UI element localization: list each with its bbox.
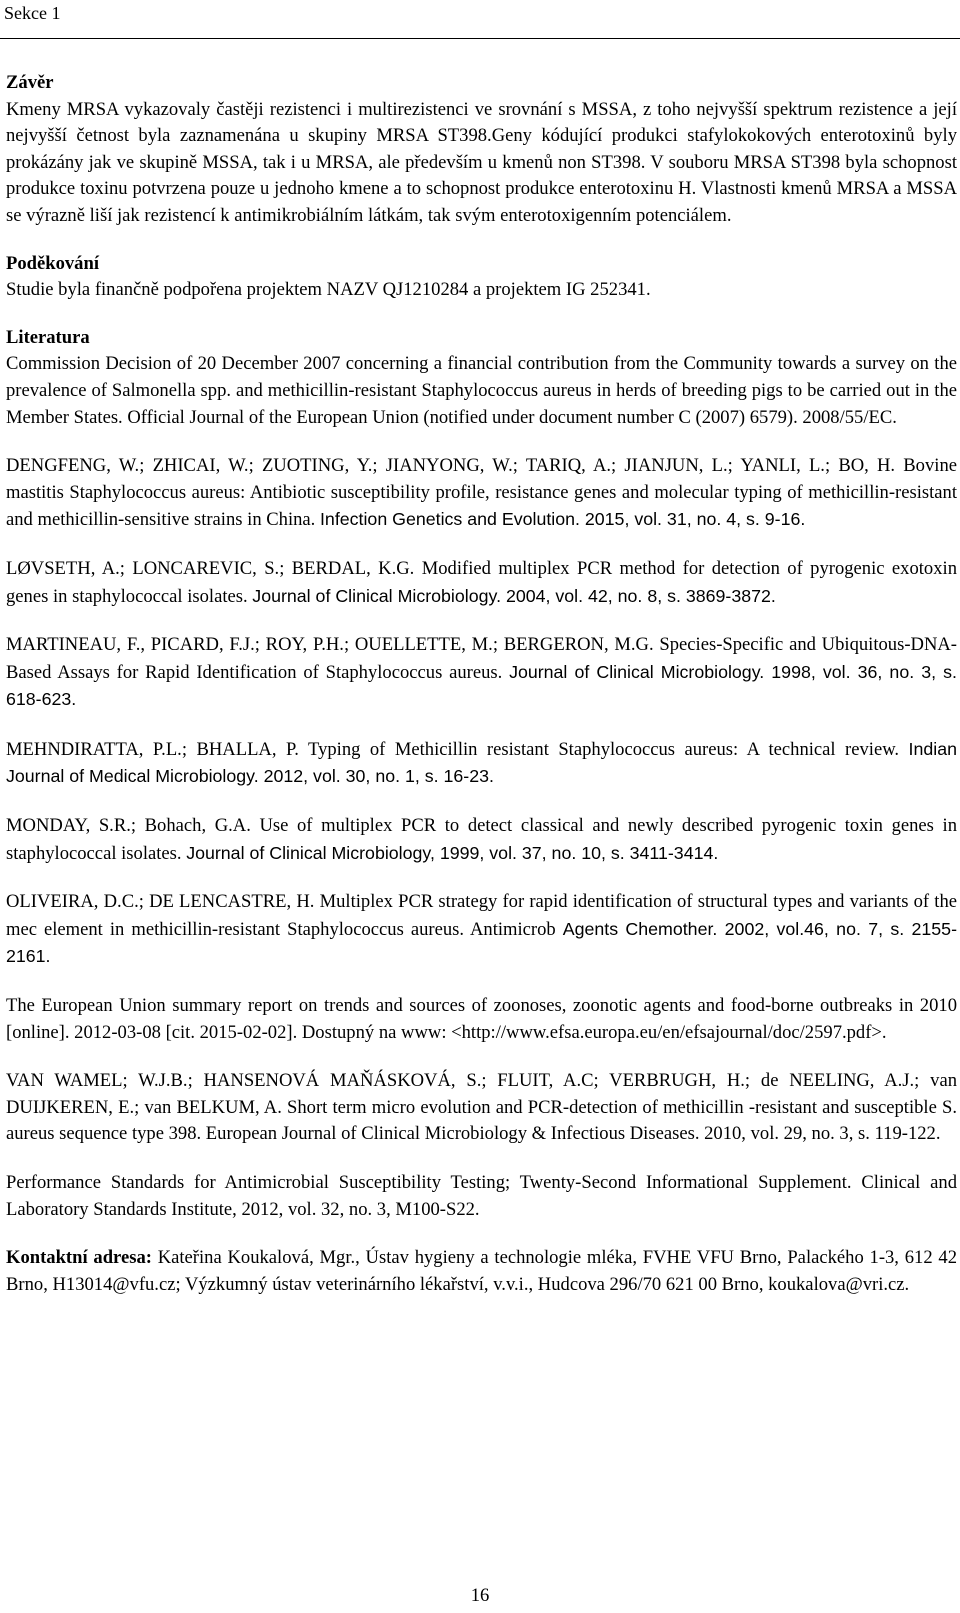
reference-text: LØVSETH, A.; LONCAREVIC, S.; BERDAL, K.G. Modified multiplex PCR method for detection of pyrogenic exotoxin genes in staphylococcal isolates. [6, 557, 957, 607]
page-number: 16 [470, 1585, 490, 1606]
contact-text: Kateřina Koukalová, Mgr., Ústav hygieny a technologie mléka, FVHE VFU Brno, Palackého 1-3, 612 42 Brno, H13014@vfu.cz; Výzkumný ústav veterinárního lékařství, v.v.i., Hudcova 296/70 621 00 Brno, koukalova@vri.cz. [6, 1247, 957, 1295]
section-label: Sekce 1 [4, 3, 61, 23]
document-body [6, 70, 957, 1317]
reference-item [6, 736, 957, 791]
reference-text: MEHNDIRATTA, P.L.; BHALLA, P. Typing of Methicillin resistant Staphylococcus aureus: A technical review. [6, 738, 909, 760]
reference-source: Indian Journal of Medical Microbiology. 2012, vol. 30, no. 1, s. 16-23. [6, 738, 957, 787]
reference-item [6, 1170, 957, 1223]
reference-item [6, 813, 957, 867]
reference-source: Journal of Clinical Microbiology. 2004, vol. 42, no. 8, s. 3869-3872. [252, 585, 776, 606]
acknowledgement-text: Studie byla finančně podpořena projektem NAZV QJ1210284 a projektem IG 252341. [6, 279, 651, 301]
conclusion-heading: Závěr [6, 72, 54, 93]
reference-item [6, 1068, 957, 1148]
reference-text: DENGFENG, W.; ZHICAI, W.; ZUOTING, Y.; JIANYONG, W.; TARIQ, A.; JIANJUN, L.; YANLI, L.; BO, H. Bovine mastitis Staphylococcus aureus: Antibiotic susceptibility profile, resistance genes and molecular typing of methicillin-resistant and methicillin-sensitive strains in China. [6, 455, 957, 531]
conclusion-text-2: Geny kódující produkci stafylokokových enterotoxinů byly prokázány jak ve skupině MSSA, tak i u MRSA, ale především u kmenů non ST398. [6, 125, 957, 173]
reference-source: Journal of Clinical Microbiology. 1998, vol. 36, no. 3, s. 618-623. [6, 661, 957, 710]
literature-section [6, 325, 957, 1223]
reference-text: MARTINEAU, F., PICARD, F.J.; ROY, P.H.; OUELLETTE, M.; BERGERON, M.G. Species-Specific and Ubiquitous-DNA-Based Assays for Rapid Identification of Staphylococcus aureus. [6, 634, 957, 683]
conclusion-text-1: Kmeny MRSA vykazovaly častěji rezistenci i multirezistenci ve srovnání s MSSA, z toho nejvyšší spektrum rezistence a její nejvyšší četnost byla zaznamenána u skupiny MRSA ST398. [6, 98, 957, 147]
contact-label: Kontaktní adresa: [6, 1247, 152, 1269]
reference-item [6, 556, 957, 610]
page-header [0, 0, 960, 39]
reference-text: MONDAY, S.R.; Bohach, G.A. Use of multiplex PCR to detect classical and newly described pyrogenic toxin genes in staphylococcal isolates. [6, 815, 957, 864]
conclusion-text-3: V souboru MRSA ST398 byla schopnost produkce toxinu potvrzena pouze u jednoho kmene a to schopnost produkce enterotoxinu H. Vlastnosti kmenů MRSA a MSSA se výrazně liší jak rezistencí k antimikrobiálním látkám, tak svým enterotoxigenním potenciálem. [6, 151, 957, 226]
reference-item [6, 351, 957, 431]
literature-heading: Literatura [6, 326, 90, 348]
conclusion-section [6, 70, 957, 230]
acknowledgement-section [6, 251, 957, 304]
reference-source: Journal of Clinical Microbiology, 1999, vol. 37, no. 10, s. 3411-3414. [186, 842, 719, 863]
reference-item [6, 632, 957, 714]
conclusion-paragraph [6, 97, 957, 230]
reference-text: The European Union summary report on trends and sources of zoonoses, zoonotic agents and food-borne outbreaks in 2010 [online]. 2012-03-08 [cit. 2015-02-02]. Dostupný na www: <http://www.efsa.europa.eu/en/efsajournal/doc/2597.pdf>. [6, 995, 957, 1043]
reference-item [6, 453, 957, 534]
reference-item [6, 889, 957, 971]
reference-text: Commission Decision of 20 December 2007 concerning a financial contribution from the Community towards a survey on the prevalence of Salmonella spp. and methicillin-resistant Staphylococcus aureus in herds of breeding pigs to be carried out in the Member States. Official Journal of the European Union (notified under document number C (2007) 6579). 2008/55/EC. [6, 353, 957, 428]
reference-text: VAN WAMEL; W.J.B.; HANSENOVÁ MAŇÁSKOVÁ, S.; FLUIT, A.C; VERBRUGH, H.; de NEELING, A.J.; van DUIJKEREN, E.; van BELKUM, A. Short term micro evolution and PCR-detection of methicillin -resistant and susceptible S. aureus sequence type 398. European Journal of Clinical Microbiology & Infectious Diseases. 2010, vol. 29, no. 3, s. 119-122. [6, 1070, 957, 1145]
reference-item [6, 993, 957, 1046]
reference-text: Performance Standards for Antimicrobial Susceptibility Testing; Twenty-Second Informational Supplement. Clinical and Laboratory Standards Institute, 2012, vol. 32, no. 3, M100-S22. [6, 1172, 957, 1220]
reference-source: Agents Chemother. 2002, vol.46, no. 7, s. 2155-2161. [6, 918, 957, 967]
acknowledgement-heading: Poděkování [6, 252, 99, 274]
reference-source: Infection Genetics and Evolution. 2015, vol. 31, no. 4, s. 9-16. [319, 509, 806, 530]
reference-text: OLIVEIRA, D.C.; DE LENCASTRE, H. Multiplex PCR strategy for rapid identification of structural types and variants of the mec element in methicillin-resistant Staphylococcus aureus. Antimicrob [6, 891, 957, 940]
contact-address [6, 1245, 957, 1298]
